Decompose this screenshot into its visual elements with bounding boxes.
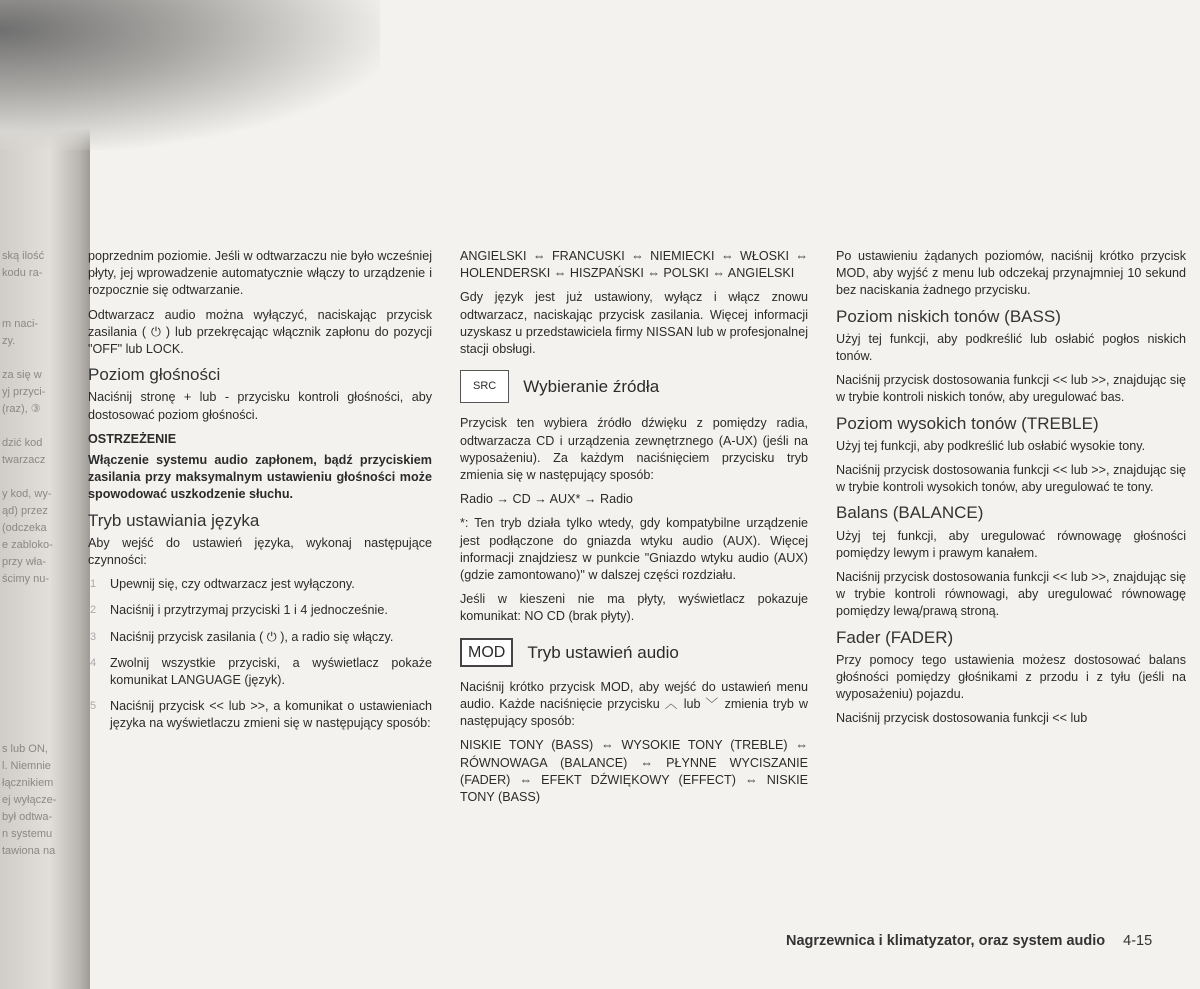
gutter-line: (odczeka xyxy=(2,522,47,534)
steps-list xyxy=(88,576,432,732)
gutter-line xyxy=(2,605,88,622)
gutter-line xyxy=(2,350,88,367)
gutter-line xyxy=(2,724,88,741)
page-curl-shadow xyxy=(0,0,380,150)
heading-bass: Poziom niskich tonów (BASS) xyxy=(836,306,1061,326)
list-item: 2 Naciśnij i przytrzymaj przyciski 1 i 4 jednocześnie. xyxy=(90,603,388,618)
heading-fader: Fader (FADER) xyxy=(836,627,954,647)
gutter-line: ścimy nu- xyxy=(2,573,50,585)
paragraph: Radio → CD → AUX* → Radio xyxy=(460,492,633,507)
gutter-line xyxy=(2,622,88,639)
gutter-line: twarzacz xyxy=(2,454,46,466)
paragraph: Naciśnij przycisk dostosowania funkcji << lub >>, znajdując się w trybie kontroli wysokich tonów, aby uregulować te tony. xyxy=(836,463,1186,495)
paragraph: Użyj tej funkcji, aby podkreślić lub osłabić wysokie tony. xyxy=(836,438,1146,453)
gutter-line: tawiona na xyxy=(2,845,56,857)
src-section-heading xyxy=(460,370,808,403)
paragraph: Jeśli w kieszeni nie ma płyty, wyświetlacz pokazuje komunikat: NO CD (brak płyty). xyxy=(460,592,808,624)
gutter-line xyxy=(2,707,88,724)
paragraph: Naciśnij przycisk dostosowania funkcji << lub >>, znajdując się w trybie kontroli niskich tonów, aby uregulować bas. xyxy=(836,373,1186,405)
paragraph: Naciśnij stronę + lub - przycisku kontroli głośności, aby dostosować poziom głośności. xyxy=(88,390,432,422)
warning-text: Włączenie systemu audio zapłonem, bądź przyciskiem zasilania przy maksymalnym ustawieniu głośności może spowodować uszkodzenie słuchu. xyxy=(88,453,432,502)
paragraph: Odtwarzacz audio można wyłączyć, naciskając przycisk zasilania ( ⏻ ) lub przekręcając włącznik zapłonu do pozycji "OFF" lub LOCK. xyxy=(88,307,432,357)
warning-title: OSTRZEŻENIE xyxy=(88,431,177,446)
list-item: 3 Naciśnij przycisk zasilania ( ⏻ ), a radio się włączy. xyxy=(90,629,394,644)
paragraph: poprzednim poziomie. Jeśli w odtwarzaczu nie było wcześniej płyty, jej wprowadzenie automatycznie włączy to urządzenie i rozpocznie się odtwarzanie. xyxy=(88,249,432,298)
gutter-line: l. Niemnie xyxy=(2,760,51,772)
paragraph: Aby wejść do ustawień języka, wykonaj następujące czynności: xyxy=(88,535,432,568)
gutter-line: yj przyci- xyxy=(2,386,46,398)
heading-treble: Poziom wysokich tonów (TREBLE) xyxy=(836,413,1099,433)
gutter-line: przy wła- xyxy=(2,556,47,568)
heading-source: Wybieranie źródła xyxy=(523,377,660,397)
paragraph: Po ustawieniu żądanych poziomów, naciśnij krótko przycisk MOD, aby wyjść z menu lub odczekaj przynajmniej 10 sekund bez naciskania żadnego przycisku. xyxy=(836,249,1186,298)
gutter-line: zy. xyxy=(2,335,16,347)
paragraph: Użyj tej funkcji, aby podkreślić lub osłabić pogłos niskich tonów. xyxy=(836,331,1186,364)
gutter-line: m naci- xyxy=(2,318,39,330)
paragraph: Użyj tej funkcji, aby uregulować równowagę głośności pomiędzy lewym i prawym kanałem. xyxy=(836,528,1186,560)
list-item: 1 Upewnij się, czy odtwarzacz jest wyłączony. xyxy=(90,577,355,592)
src-key-icon: SRC xyxy=(460,370,509,403)
gutter-line: ską ilość xyxy=(2,250,45,262)
gutter-line: s lub ON, xyxy=(2,743,48,755)
gutter-line: łącznikiem xyxy=(2,777,54,789)
paragraph: Gdy język jest już ustawiony, wyłącz i włącz znowu odtwarzacz, naciskając przycisk zasilania. Więcej informacji uzyskasz u przedstawiciela firmy NISSAN lub w profesjonalnej stacji obsługi. xyxy=(460,290,808,357)
gutter-line: ąd) przez xyxy=(2,505,48,517)
gutter-line xyxy=(2,588,88,605)
gutter-line: za się w xyxy=(2,369,42,381)
gutter-line xyxy=(2,639,88,656)
gutter-line xyxy=(2,469,88,486)
paragraph: Przy pomocy tego ustawienia możesz dostosować balans głośności pomiędzy głośnikami z przodu i z tyłu (jeśli na wyposażeniu) pojazdu. xyxy=(836,652,1186,702)
list-item: 4 Zwolnij wszystkie przyciski, a wyświetlacz pokaże komunikat LANGUAGE (język). xyxy=(90,655,432,688)
gutter-line: ej wyłącze- xyxy=(2,794,57,806)
paragraph: ANGIELSKI ⇔ FRANCUSKI ⇔ NIEMIECKI ⇔ WŁOSKI ⇔ HOLENDERSKI ⇔ HISZPAŃSKI ⇔ POLSKI ⇔ ANGIELSKI xyxy=(460,249,808,281)
page-footer xyxy=(786,933,1152,949)
gutter-line: n systemu xyxy=(2,828,53,840)
mod-key-icon: MOD xyxy=(460,638,513,667)
paragraph: Naciśnij krótko przycisk MOD, aby wejść do ustawień menu audio. Każde naciśnięcie przycisku ︿ lub ﹀ zmienia tryb w następujący sposób: xyxy=(460,679,808,729)
gutter-line: dzić kod xyxy=(2,437,43,449)
gutter-line xyxy=(2,656,88,673)
column-1 xyxy=(88,248,432,742)
gutter-line: (raz), ③ xyxy=(2,403,41,415)
paragraph: *: Ten tryb działa tylko wtedy, gdy kompatybilne urządzenie jest podłączone do gniazda wtyku audio (AUX). Więcej informacji znajdziesz w punkcie "Gniazdo wtyku audio (AUX) (gdzie zamontowano)" w dalszej części rozdziału. xyxy=(460,516,808,583)
heading-balance: Balans (BALANCE) xyxy=(836,503,984,523)
paragraph: Naciśnij przycisk dostosowania funkcji << lub >>, znajdując się w trybie kontroli równowagi, aby uregulować równowagę pomiędzy lewą/prawą stroną. xyxy=(836,570,1186,619)
heading-language: Tryb ustawiania języka xyxy=(88,510,260,530)
paragraph: Naciśnij przycisk dostosowania funkcji << lub xyxy=(836,711,1088,726)
gutter-line: y kod, wy- xyxy=(2,488,52,500)
paragraph: NISKIE TONY (BASS) ⇔ WYSOKIE TONY (TREBLE) ⇔ RÓWNOWAGA (BALANCE) ⇔ PŁYNNE WYCISZANIE (FADER) ⇔ EFEKT DŹWIĘKOWY (EFFECT) ⇔ NISKIE TONY (BASS) xyxy=(460,738,808,805)
gutter-line xyxy=(2,418,88,435)
heading-audio-settings: Tryb ustawień audio xyxy=(527,642,679,662)
mod-section-heading xyxy=(460,638,808,667)
gutter-line xyxy=(2,673,88,690)
heading-volume: Poziom głośności xyxy=(88,365,221,385)
gutter-line: e zabloko- xyxy=(2,539,53,551)
page-number: 4-15 xyxy=(1123,933,1153,949)
column-2 xyxy=(460,248,808,813)
list-item: 5 Naciśnij przycisk << lub >>, a komunikat o ustawieniach języka na wyświetlaczu zmieni się w następujący sposób: xyxy=(90,699,432,731)
column-3 xyxy=(836,248,1186,735)
previous-page-text xyxy=(2,248,88,860)
gutter-line: był odtwa- xyxy=(2,811,53,823)
footer-section-title: Nagrzewnica i klimatyzator, oraz system audio xyxy=(786,933,1106,949)
gutter-line xyxy=(2,299,88,316)
gutter-line xyxy=(2,282,88,299)
gutter-line xyxy=(2,690,88,707)
gutter-line: kodu ra- xyxy=(2,267,43,279)
paragraph: Przycisk ten wybiera źródło dźwięku z pomiędzy radia, odtwarzacza CD i urządzenia zewnętrznego (A-UX) (jeśli na wyposażeniu). Za każdym naciśnięciem przycisku tryb zmienia się w następujący sposób: xyxy=(460,416,808,483)
